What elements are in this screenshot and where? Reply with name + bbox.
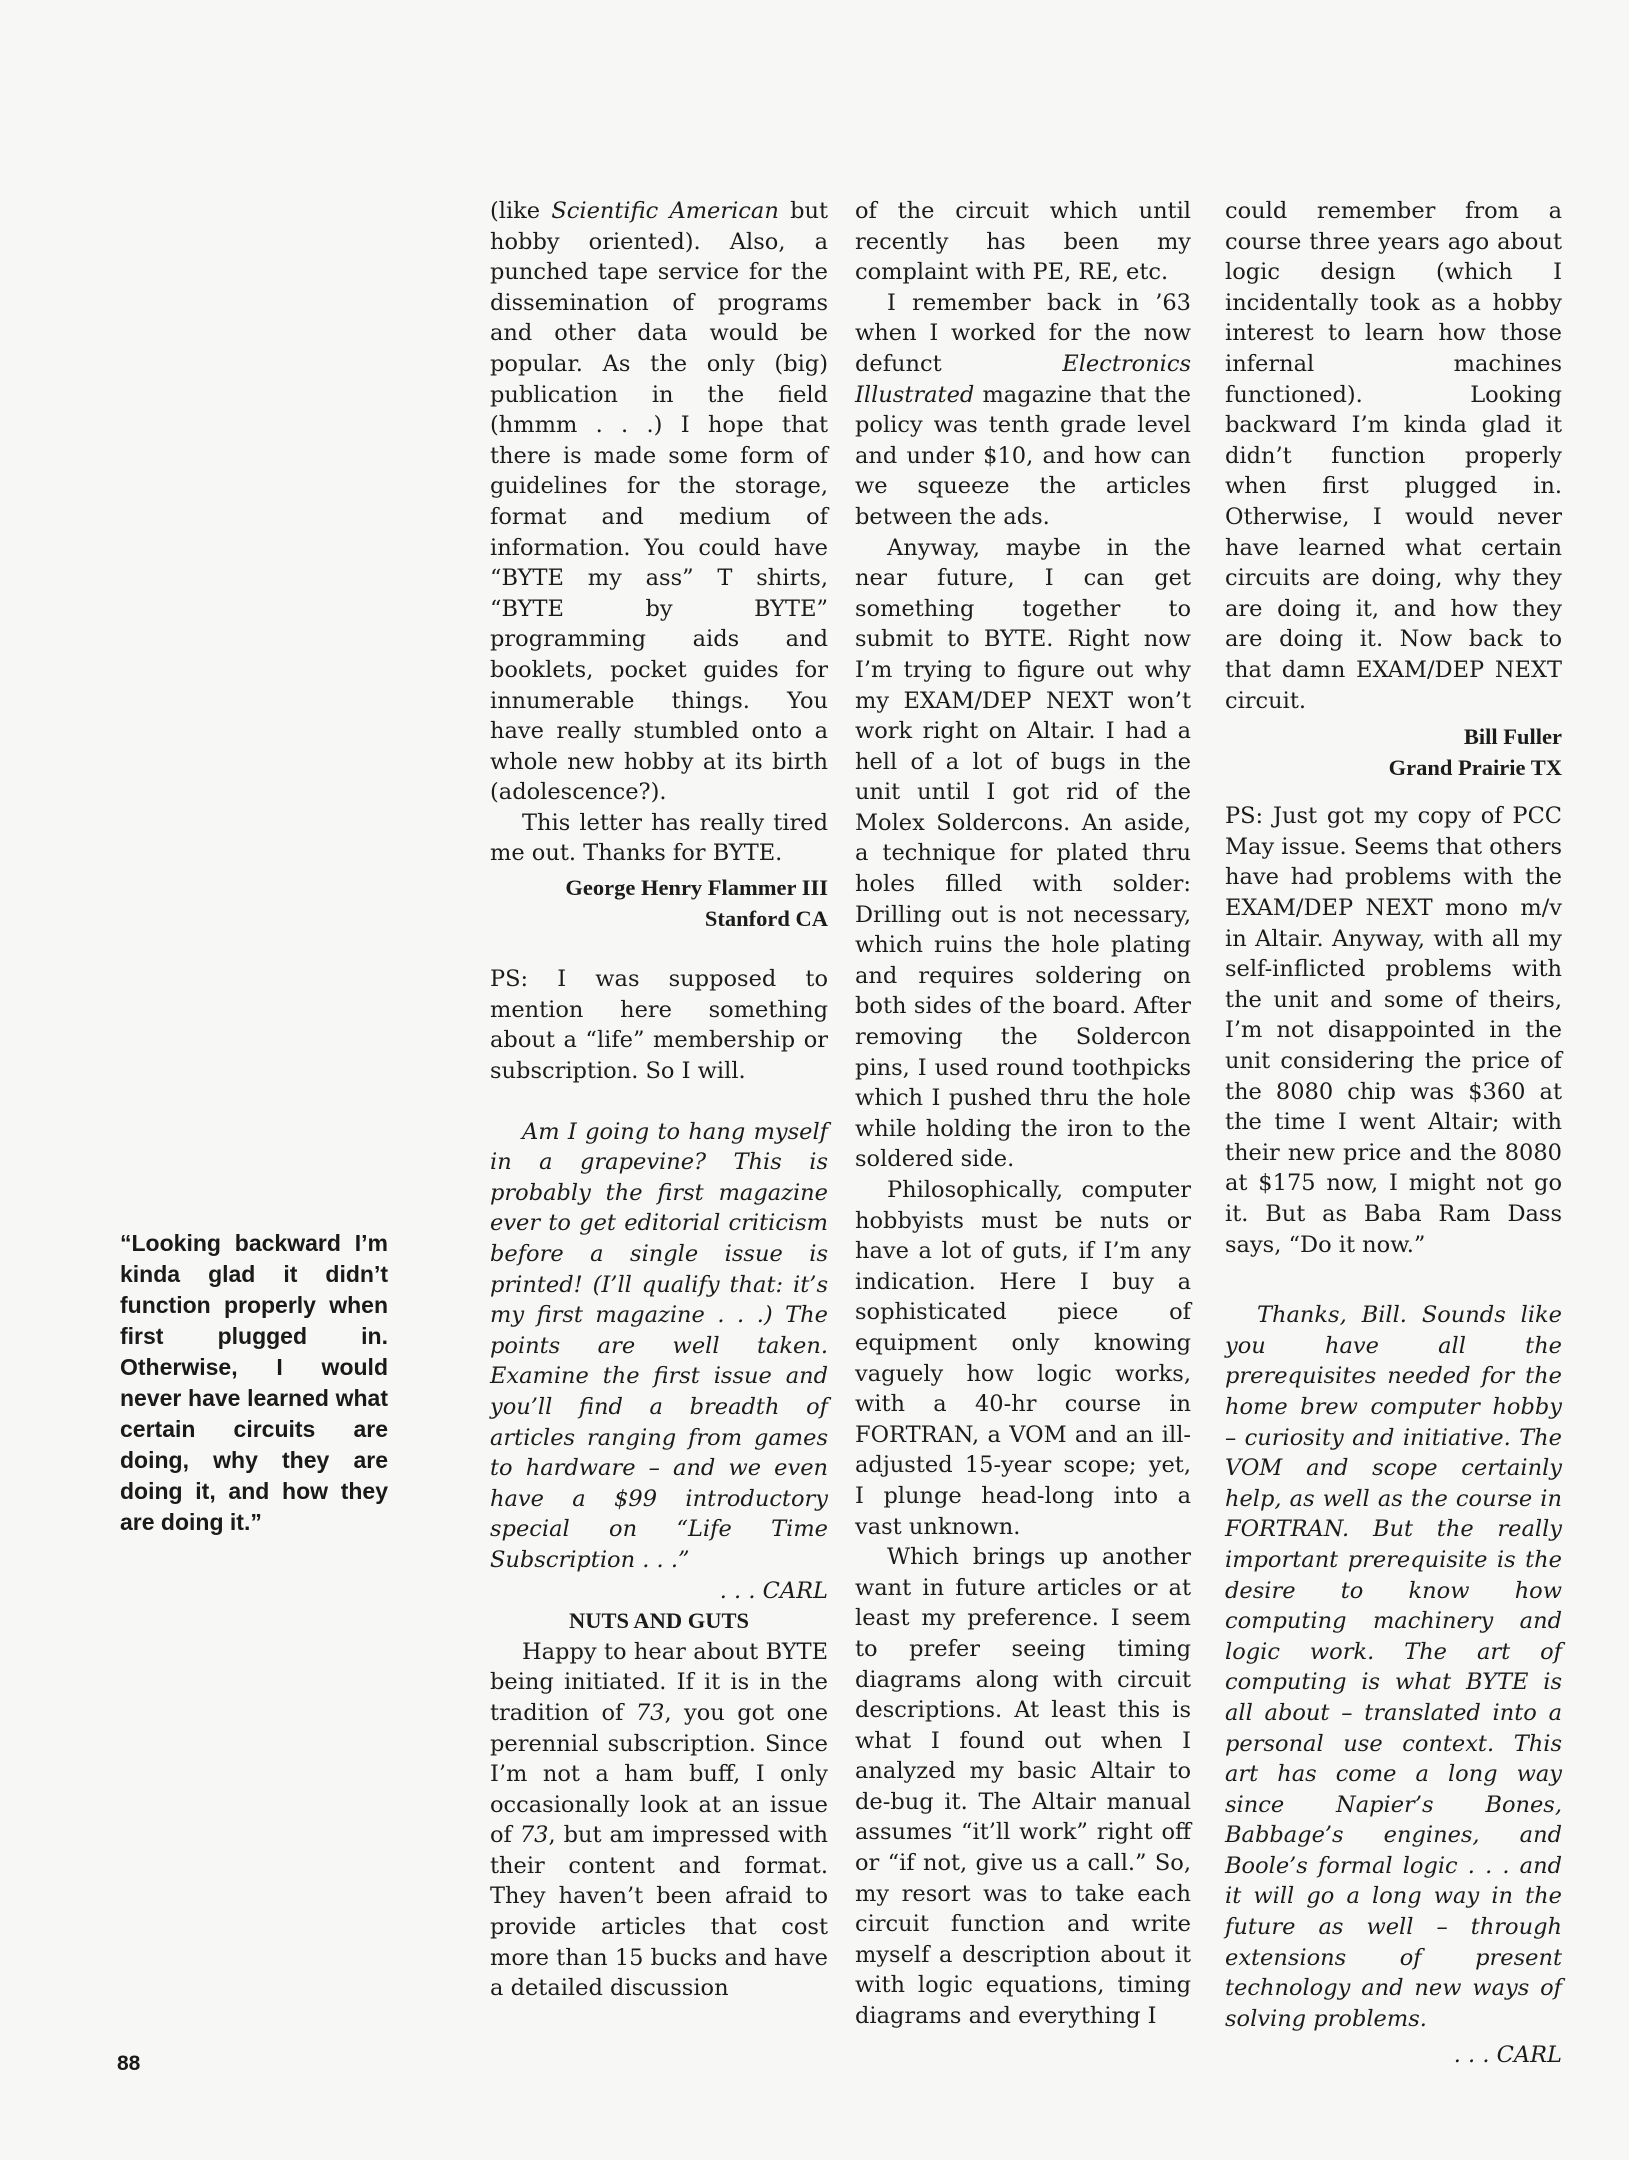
letter-paragraph: This letter has really tired me out. Thanks for BYTE. (490, 809, 828, 867)
letter-paragraph: could remember from a course three years ago about logic design (which I incidentally took as a hobby interest to learn how those infernal machines functioned). Looking backward I’m kinda glad it didn’t function properly when first plugged in. Otherwise, I would never have learned what certain circuits are doing, why they are doing it, and how they are doing it. Now back to that damn EXAM/DEP NEXT circuit. (1225, 198, 1562, 714)
signature-name: Bill Fuller (1463, 724, 1562, 750)
column-1 (490, 196, 828, 2004)
letter-paragraph: I remember back in ’63 when I worked for the now defunct Electronics Illustrated magazine that the policy was tenth grade level and under $10, and how can we squeeze the articles between the ads. (855, 289, 1191, 530)
page-number: 88 (117, 2052, 141, 2075)
letter-paragraph: Anyway, maybe in the near future, I can get something together to submit to BYTE. Right now I’m trying to figure out why my EXAM/DEP NEXT won’t work right on Altair. I had a hell of a lot of bugs in the unit until I got rid of the Molex Soldercons. An aside, a technique for plated thru holes filled with solder: Drilling out is not necessary, which ruins the hole plating and requires soldering on both sides of the board. After removing the Soldercon pins, I used round toothpicks which I pushed thru the hole while holding the iron to the soldered side. (855, 534, 1191, 1173)
column-3 (1225, 196, 1562, 2071)
letter-paragraph: (like Scientific American but hobby oriented). Also, a punched tape service for the dissemination of programs and other data would be popular. As the only (big) publication in the field (hmmm . . .) I hope that there is made some form of guidelines for the storage, format and medium of information. You could have “BYTE my ass” T shirts, “BYTE by BYTE” programming aids and booklets, pocket guides for innumerable things. You have really stumbled onto a whole new hobby at its birth (adolescence?). (490, 198, 828, 806)
pull-quote: “Looking backward I’m kinda glad it didn’t function properly when first plugged in. Otherwise, I would never have learned what certain circuits are doing, why they are doing it, and how they are doing it.” (120, 1230, 388, 1535)
letter-paragraph: Happy to hear about BYTE being initiated. If it is in the tradition of 73, you got one perennial subscription. Since I’m not a ham buff, I only occasionally look at an issue of 73, but am impressed with their content and format. They haven’t been afraid to provide articles that cost more than 15 bucks and have a detailed discussion (490, 1638, 829, 2002)
signature-place: Stanford CA (704, 905, 828, 931)
editor-reply: Thanks, Bill. Sounds like you have all the prerequisites needed for the home brew computer hobby – curiosity and initiative. The VOM and scope certainly help, as well as the course in FORTRAN. But the really important prerequisite is the desire to know how computing machinery and logic work. The art of computing is what BYTE is all about – translated into a personal use context. This art has come a long way since Napier’s Bones, Babbage’s engines, and Boole’s formal logic . . . and it will go a long way in the future as well – through extensions of present technology and new ways of solving problems. (1225, 1302, 1562, 2032)
editor-reply: Am I going to hang myself in a grapevine? This is probably the first magazine ever to get editorial criticism before a single issue is printed! (I’ll qualify that: it’s my first magazine . . .) The points are well taken. Examine the first issue and you’ll find a breadth of articles ranging from games to hardware – and we even have a $99 introductory special on “Life Time Subscription . . .” (490, 1118, 828, 1573)
letter-paragraph: of the circuit which until recently has been my complaint with PE, RE, etc. (855, 198, 1191, 286)
letter-paragraph: Philosophically, computer hobbyists must be nuts or have a lot of guts, if I’m any indication. Here I buy a sophisticated piece of equipment only knowing vaguely how logic works, with a 40-hr course in FORTRAN, a VOM and an ill-adjusted 15-year scope; yet, I plunge head-long into a vast unknown. (855, 1177, 1191, 1540)
postscript: PS: Just got my copy of PCC May issue. Seems that others have had problems with the EXAM/DEP NEXT mono m/v in Altair. Anyway, with all my self-inflicted problems with the unit and some of theirs, I’m not disappointed in the unit considering the price of the 8080 chip was $360 at the time I went Altair; with their new price and the 8080 at $175 now, I might not go it. But as Baba Ram Dass says, “Do it now.” (1225, 803, 1562, 1258)
signature-place: Grand Prairie TX (1388, 754, 1562, 780)
signature-name: George Henry Flammer III (565, 875, 828, 901)
column-2 (855, 196, 1191, 2032)
editor-signature: . . . CARL (719, 1577, 828, 1604)
section-heading: NUTS AND GUTS (568, 1608, 750, 1634)
postscript: PS: I was supposed to mention here something about a “life” membership or subscription. So I will. (490, 966, 828, 1085)
editor-signature: . . . CARL (1453, 2042, 1562, 2069)
letter-paragraph: Which brings up another want in future articles or at least my preference. I seem to prefer seeing timing diagrams along with circuit descriptions. At least this is what I found out when I analyzed my basic Altair to de-bug it. The Altair manual assumes “it’ll work” right off or “if not, give us a call.” So, my resort was to take each circuit function and write myself a description about it with logic equations, timing diagrams and everything I (855, 1544, 1191, 2030)
